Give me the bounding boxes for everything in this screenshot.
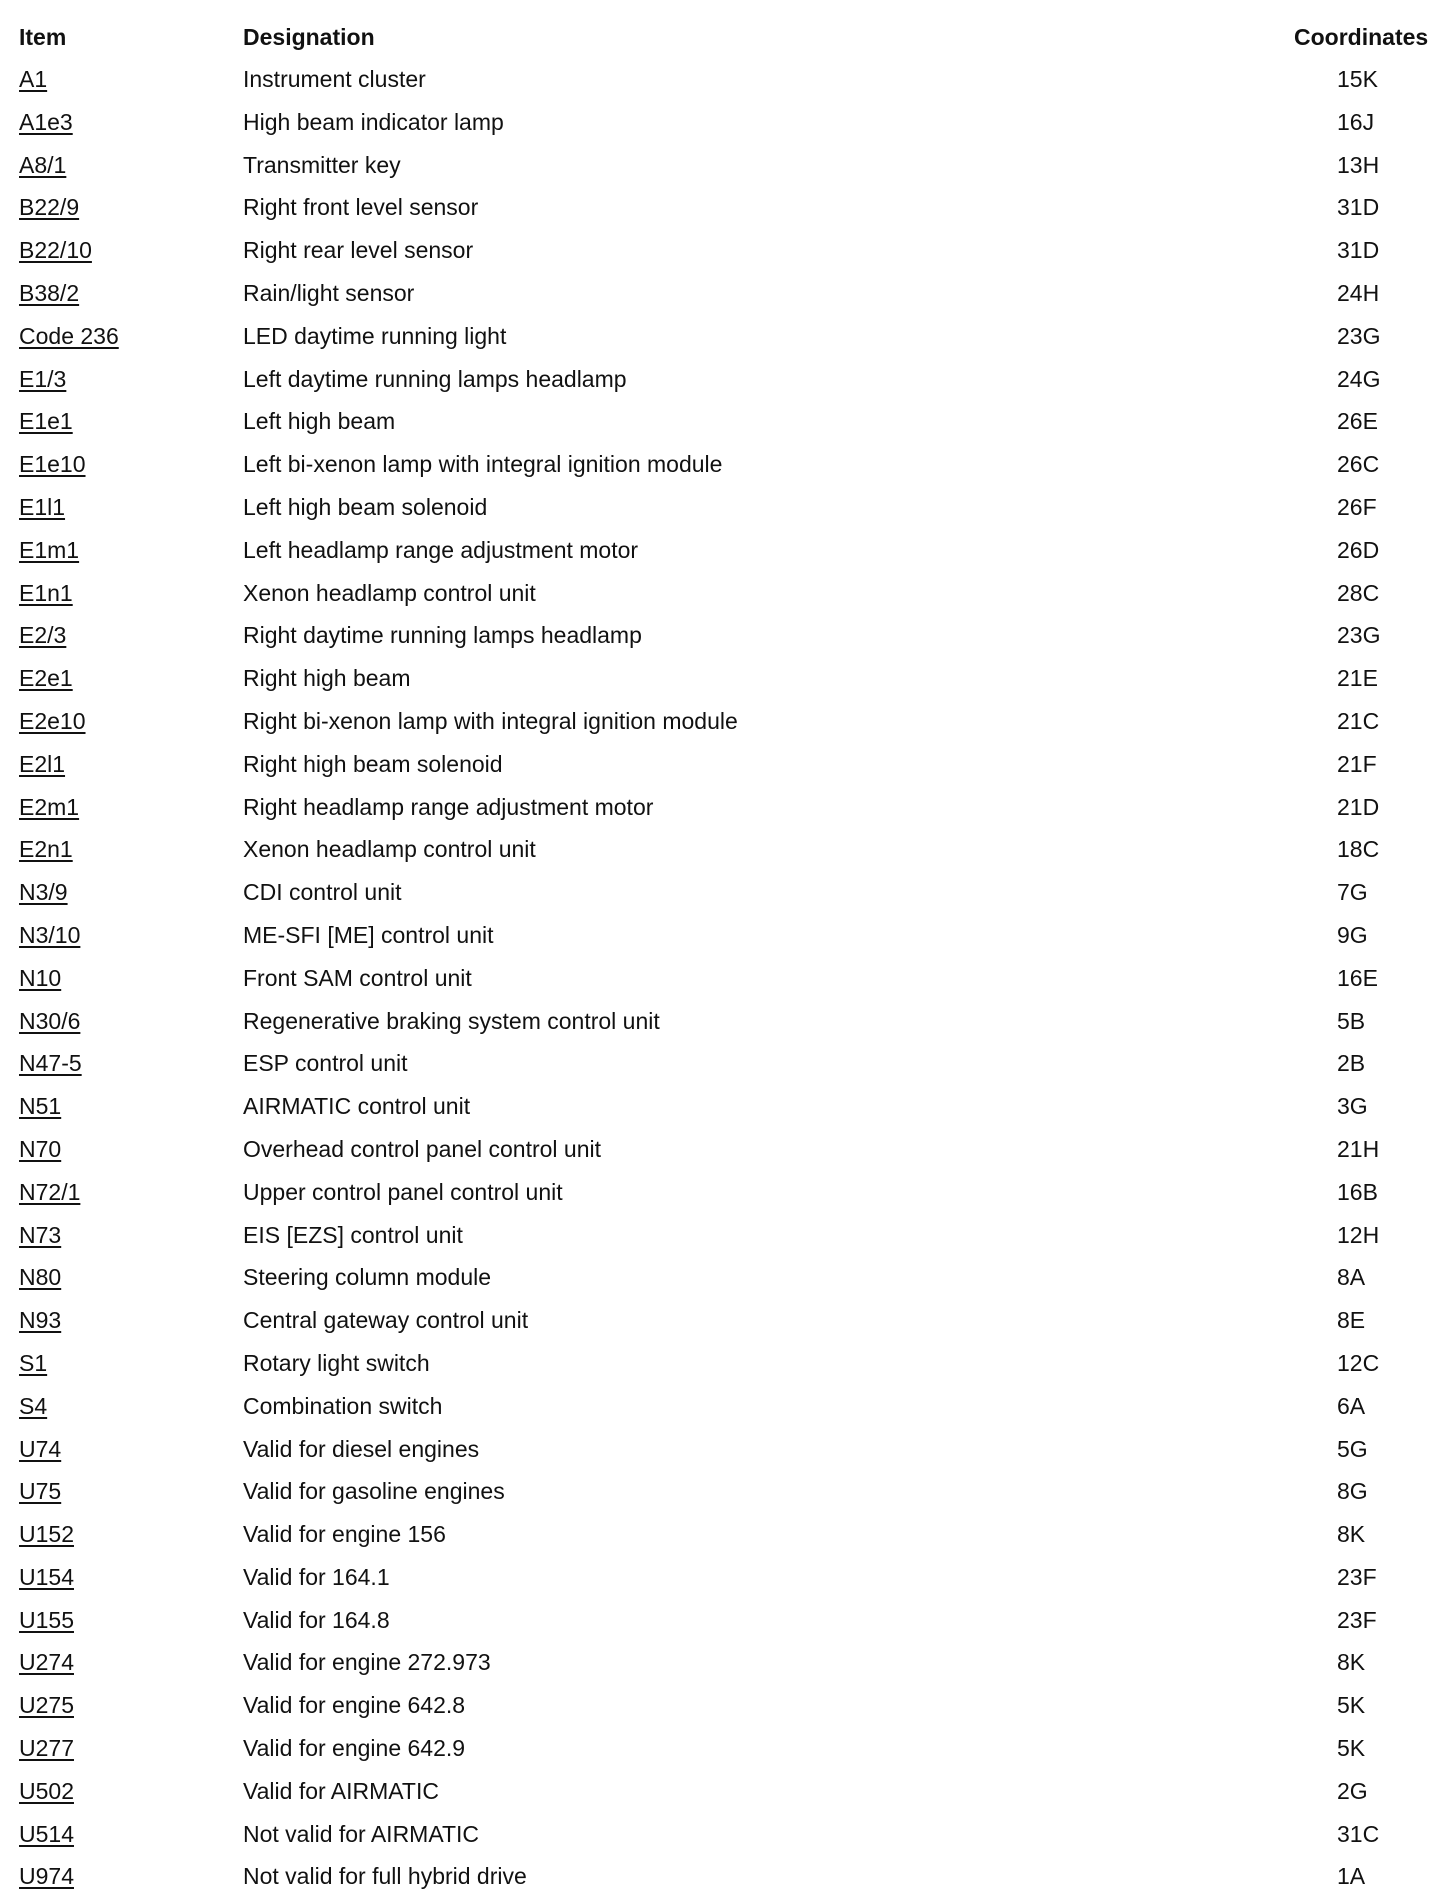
item-link[interactable]: N80 [19,1264,62,1291]
designation-text: Valid for engine 156 [243,1521,446,1548]
coordinates-text: 12C [1337,1349,1380,1376]
table-row [0,1857,1456,1900]
coordinates-text: 21C [1337,707,1380,734]
item-link[interactable]: S4 [19,1392,48,1419]
coordinates-text: 16E [1337,964,1378,991]
coordinates-text: 31C [1337,1820,1380,1847]
table-row [0,616,1456,659]
designation-text: Right daytime running lamps headlamp [243,622,642,649]
table-row [0,1258,1456,1301]
item-link[interactable]: U154 [19,1563,74,1590]
table-row [0,1130,1456,1173]
designation-text: Valid for engine 642.9 [243,1735,466,1762]
table-row [0,1729,1456,1772]
coordinates-text: 5B [1337,1007,1366,1034]
coordinates-text: 18C [1337,836,1380,863]
designation-text: Rain/light sensor [243,279,415,306]
coordinates-text: 21H [1337,1135,1380,1162]
coordinates-text: 5K [1337,1692,1366,1719]
table-row [0,830,1456,873]
coordinates-text: 31D [1337,194,1380,221]
coordinates-text: 21E [1337,665,1378,692]
coordinates-text: 21F [1337,750,1377,777]
item-link[interactable]: U155 [19,1606,74,1633]
designation-text: Right front level sensor [243,194,479,221]
designation-text: High beam indicator lamp [243,108,504,135]
designation-text: Valid for 164.8 [243,1606,390,1633]
item-link[interactable]: B22/10 [19,237,92,264]
table-row [0,873,1456,916]
coordinates-text: 26D [1337,536,1380,563]
designation-text: Central gateway control unit [243,1307,529,1334]
coordinates-text: 24H [1337,279,1380,306]
item-link[interactable]: E2/3 [19,622,67,649]
item-link[interactable]: U74 [19,1435,62,1462]
coordinates-text: 2B [1337,1050,1366,1077]
designation-text: Right headlamp range adjustment motor [243,793,654,820]
table-row [0,574,1456,617]
item-link[interactable]: E1e10 [19,451,86,478]
coordinates-text: 21D [1337,793,1380,820]
table-row [0,1344,1456,1387]
item-link[interactable]: U152 [19,1521,74,1548]
item-link[interactable]: U974 [19,1863,74,1890]
item-link[interactable]: A1e3 [19,108,73,135]
item-link[interactable]: N30/6 [19,1007,81,1034]
designation-text: LED daytime running light [243,322,507,349]
table-row [0,1686,1456,1729]
designation-text: Left bi-xenon lamp with integral ignition module [243,451,723,478]
table-row [0,1515,1456,1558]
item-link[interactable]: E1/3 [19,365,67,392]
designation-text: ESP control unit [243,1050,408,1077]
table-row [0,488,1456,531]
table-row [0,1387,1456,1430]
table-row [0,1815,1456,1858]
designation-text: Left high beam solenoid [243,493,488,520]
coordinates-text: 8G [1337,1478,1368,1505]
coordinates-text: 26C [1337,451,1380,478]
table-row [0,531,1456,574]
item-link[interactable]: U514 [19,1820,74,1847]
designation-text: Valid for engine 642.8 [243,1692,466,1719]
coordinates-text: 23F [1337,1606,1377,1633]
designation-text: Upper control panel control unit [243,1178,563,1205]
designation-text: Valid for 164.1 [243,1563,390,1590]
item-link[interactable]: E1e1 [19,408,73,435]
coordinates-text: 5G [1337,1435,1368,1462]
table-row [0,1643,1456,1686]
table-row [0,1301,1456,1344]
item-link[interactable]: E2l1 [19,750,66,777]
table-row [0,60,1456,103]
coordinates-text: 7G [1337,879,1368,906]
coordinates-text: 3G [1337,1093,1368,1120]
table-row [0,659,1456,702]
table-row [0,402,1456,445]
table-row [0,1044,1456,1087]
table-row [0,1558,1456,1601]
designation-text: Regenerative braking system control unit [243,1007,660,1034]
coordinates-text: 13H [1337,151,1380,178]
table-row [0,1472,1456,1515]
item-link[interactable]: N51 [19,1093,62,1120]
designation-text: EIS [EZS] control unit [243,1221,463,1248]
table-row [0,274,1456,317]
designation-text: CDI control unit [243,879,402,906]
coordinates-text: 23G [1337,322,1381,349]
coordinates-text: 23G [1337,622,1381,649]
designation-text: AIRMATIC control unit [243,1093,471,1120]
table-row [0,1087,1456,1130]
table-row [0,445,1456,488]
designation-text: Not valid for full hybrid drive [243,1863,527,1890]
table-row [0,916,1456,959]
designation-text: Left high beam [243,408,396,435]
designation-text: Right bi-xenon lamp with integral ignition module [243,707,738,734]
item-link[interactable]: U75 [19,1478,62,1505]
designation-text: Xenon headlamp control unit [243,836,536,863]
table-row [0,231,1456,274]
coordinates-text: 31D [1337,237,1380,264]
table-body [0,60,1456,1900]
designation-text: Steering column module [243,1264,492,1291]
coordinates-text: 6A [1337,1392,1366,1419]
designation-text: Right high beam [243,665,411,692]
designation-text: Instrument cluster [243,66,426,92]
coordinates-text: 9G [1337,921,1368,948]
item-link[interactable]: E2e10 [19,707,86,734]
table-row [0,1430,1456,1473]
coordinates-text: 1A [1337,1863,1366,1890]
coordinates-text: 26E [1337,408,1378,435]
table-row [0,1216,1456,1259]
designation-text: Valid for gasoline engines [243,1478,505,1505]
column-header-designation: Designation [243,24,375,50]
item-link[interactable]: N93 [19,1307,62,1334]
designation-text: Valid for engine 272.973 [243,1649,491,1676]
table-row [0,959,1456,1002]
item-link[interactable]: E2n1 [19,836,73,863]
designation-text: ME-SFI [ME] control unit [243,921,494,948]
table-row [0,360,1456,403]
coordinates-text: 5K [1337,1735,1366,1762]
item-link[interactable]: E1m1 [19,536,80,563]
designation-text: Left daytime running lamps headlamp [243,365,627,392]
coordinates-text: 28C [1337,579,1380,606]
item-link[interactable]: E1n1 [19,579,73,606]
item-link[interactable]: E1l1 [19,493,66,520]
table-row [0,103,1456,146]
item-link[interactable]: Code 236 [19,322,119,349]
item-link[interactable]: U275 [19,1692,74,1719]
designation-text: Left headlamp range adjustment motor [243,536,639,563]
coordinates-text: 2G [1337,1777,1368,1804]
item-link[interactable]: N3/9 [19,879,68,906]
designation-text: Transmitter key [243,151,401,178]
table-row [0,188,1456,231]
designation-text: Combination switch [243,1392,443,1419]
item-link[interactable]: U274 [19,1649,74,1676]
item-link[interactable]: N70 [19,1135,62,1162]
item-link[interactable]: E2m1 [19,793,80,820]
table-row [0,1002,1456,1045]
item-link[interactable]: U502 [19,1777,74,1804]
coordinates-text: 8K [1337,1649,1366,1676]
coordinates-text: 8K [1337,1521,1366,1548]
coordinates-text: 12H [1337,1221,1380,1248]
coordinates-text: 23F [1337,1563,1377,1590]
item-link[interactable]: U277 [19,1735,74,1762]
item-link[interactable]: N10 [19,964,62,991]
table-row [0,317,1456,360]
coordinates-text: 16B [1337,1178,1378,1205]
table-row [0,146,1456,189]
item-link[interactable]: N72/1 [19,1178,81,1205]
table-row [0,788,1456,831]
table-row [0,1173,1456,1216]
designation-text: Rotary light switch [243,1349,430,1376]
table-header [0,20,1456,56]
table-row [0,1601,1456,1644]
item-link[interactable]: E2e1 [19,665,73,692]
designation-text: Right high beam solenoid [243,750,503,777]
designation-text: Not valid for AIRMATIC [243,1820,480,1847]
item-link[interactable]: A8/1 [19,151,67,178]
item-link[interactable]: N73 [19,1221,62,1248]
designation-text: Valid for AIRMATIC [243,1777,439,1804]
designation-text: Overhead control panel control unit [243,1135,601,1162]
coordinates-text: 8A [1337,1264,1366,1291]
table-row [0,1772,1456,1815]
item-link[interactable]: N3/10 [19,921,81,948]
coordinates-text: 8E [1337,1307,1366,1334]
designation-text: Valid for diesel engines [243,1435,480,1462]
table-row [0,702,1456,745]
designation-text: Front SAM control unit [243,964,472,991]
item-link[interactable]: S1 [19,1349,48,1376]
table-row [0,745,1456,788]
designation-text: Xenon headlamp control unit [243,579,536,606]
column-header-coordinates: Coordinates [1294,24,1429,50]
designation-text: Right rear level sensor [243,237,474,264]
coordinates-text: 26F [1337,493,1377,520]
item-link[interactable]: B38/2 [19,279,80,306]
coordinates-text: 15K [1337,66,1378,92]
item-link[interactable]: B22/9 [19,194,80,221]
column-header-item: Item [19,24,67,50]
item-link[interactable]: N47-5 [19,1050,82,1077]
item-link[interactable]: A1 [19,66,48,92]
coordinates-text: 24G [1337,365,1381,392]
coordinates-text: 16J [1337,108,1375,135]
